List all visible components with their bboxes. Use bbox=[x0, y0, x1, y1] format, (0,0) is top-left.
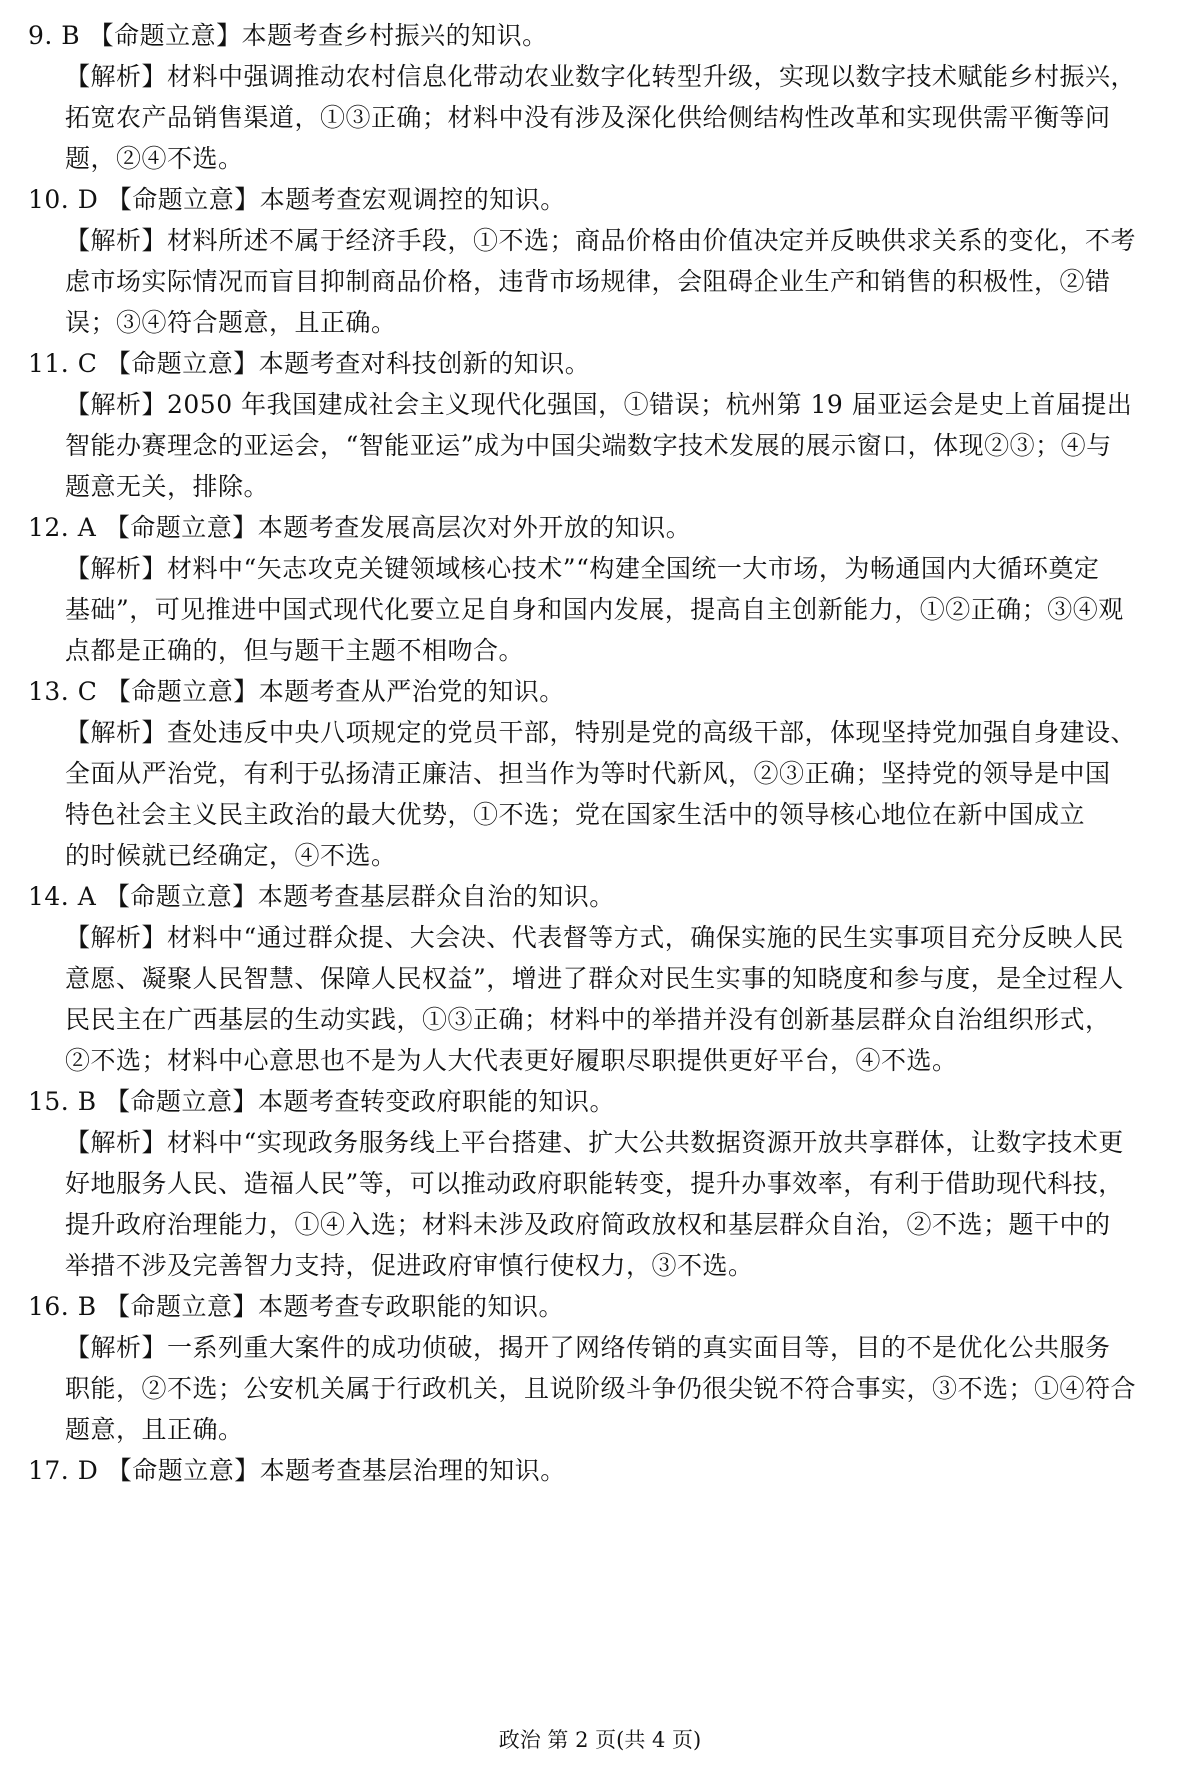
question-14-analysis-line: ②不选；材料中心意思也不是为人大代表更好履职尽职提供更好平台，④不选。 bbox=[65, 1046, 958, 1075]
question-15-analysis-line: 举措不涉及完善智力支持，促进政府审慎行使权力，③不选。 bbox=[65, 1251, 754, 1280]
question-12-analysis-line: 点都是正确的，但与题干主题不相吻合。 bbox=[65, 636, 525, 665]
question-13-analysis-line: 全面从严治党，有利于弘扬清正廉洁、担当作为等时代新风，②③正确；坚持党的领导是中国 bbox=[65, 759, 1111, 788]
question-14-analysis-line: 【解析】材料中“通过群众提、大会决、代表督等方式，确保实施的民生实事项目充分反映人民 bbox=[65, 923, 1124, 952]
question-9-analysis-line: 【解析】材料中强调推动农村信息化带动农业数字化转型升级，实现以数字技术赋能乡村振兴， bbox=[65, 62, 1137, 91]
question-11-analysis-line: 智能办赛理念的亚运会，“智能亚运”成为中国尖端数字技术发展的展示窗口，体现②③；④与 bbox=[65, 431, 1112, 460]
question-16-header: 16. B 【命题立意】本题考查专政职能的知识。 bbox=[28, 1292, 565, 1321]
question-13-analysis-line: 的时候就已经确定，④不选。 bbox=[65, 841, 397, 870]
question-14-analysis-line: 意愿、凝聚人民智慧、保障人民权益”，增进了群众对民生实事的知晓度和参与度，是全过程人 bbox=[65, 964, 1124, 993]
question-11-analysis-line: 题意无关，排除。 bbox=[65, 472, 270, 501]
question-10-analysis-line: 虑市场实际情况而盲目抑制商品价格，违背市场规律，会阻碍企业生产和销售的积极性，②错 bbox=[65, 267, 1111, 296]
question-15-analysis-line: 提升政府治理能力，①④入选；材料未涉及政府简政放权和基层群众自治，②不选；题干中的 bbox=[65, 1210, 1111, 1239]
question-16-analysis-line: 题意，且正确。 bbox=[65, 1415, 244, 1444]
question-14-header: 14. A 【命题立意】本题考查基层群众自治的知识。 bbox=[28, 882, 615, 911]
question-15-header: 15. B 【命题立意】本题考查转变政府职能的知识。 bbox=[28, 1087, 616, 1116]
question-15-analysis-line: 好地服务人民、造福人民”等，可以推动政府职能转变，提升办事效率，有利于借助现代科技， bbox=[65, 1169, 1124, 1198]
page-footer: 政治 第 2 页(共 4 页) bbox=[498, 1728, 702, 1752]
question-11-analysis-line: 【解析】2050 年我国建成社会主义现代化强国，①错误；杭州第 19 届亚运会是史上首届提出 bbox=[65, 390, 1133, 419]
question-17-header: 17. D 【命题立意】本题考查基层治理的知识。 bbox=[28, 1456, 566, 1485]
question-16-analysis-line: 【解析】一系列重大案件的成功侦破，揭开了网络传销的真实面目等，目的不是优化公共服务 bbox=[65, 1333, 1111, 1362]
question-13-analysis-line: 特色社会主义民主政治的最大优势，①不选；党在国家生活中的领导核心地位在新中国成立 bbox=[65, 800, 1086, 829]
question-11-header: 11. C 【命题立意】本题考查对科技创新的知识。 bbox=[28, 349, 591, 378]
question-10-analysis-line: 误；③④符合题意，且正确。 bbox=[65, 308, 397, 337]
question-13-header: 13. C 【命题立意】本题考查从严治党的知识。 bbox=[28, 677, 565, 706]
question-16-analysis-line: 职能，②不选；公安机关属于行政机关，且说阶级斗争仍很尖锐不符合事实，③不选；①④符合 bbox=[65, 1374, 1137, 1403]
question-9-header: 9. B 【命题立意】本题考查乡村振兴的知识。 bbox=[28, 21, 548, 50]
question-13-analysis-line: 【解析】查处违反中央八项规定的党员干部，特别是党的高级干部，体现坚持党加强自身建设、 bbox=[65, 718, 1137, 747]
question-15-analysis-line: 【解析】材料中“实现政务服务线上平台搭建、扩大公共数据资源开放共享群体，让数字技术更 bbox=[65, 1128, 1124, 1157]
question-9-analysis-line: 题，②④不选。 bbox=[65, 144, 244, 173]
question-10-header: 10. D 【命题立意】本题考查宏观调控的知识。 bbox=[28, 185, 566, 214]
question-12-analysis-line: 基础”，可见推进中国式现代化要立足自身和国内发展，提高自主创新能力，①②正确；③④观 bbox=[65, 595, 1124, 624]
question-9-analysis-line: 拓宽农产品销售渠道，①③正确；材料中没有涉及深化供给侧结构性改革和实现供需平衡等问 bbox=[65, 103, 1111, 132]
question-12-analysis-line: 【解析】材料中“矢志攻克关键领域核心技术”“构建全国统一大市场，为畅通国内大循环奠定 bbox=[65, 554, 1100, 583]
question-10-analysis-line: 【解析】材料所述不属于经济手段，①不选；商品价格由价值决定并反映供求关系的变化，不考 bbox=[65, 226, 1137, 255]
question-12-header: 12. A 【命题立意】本题考查发展高层次对外开放的知识。 bbox=[28, 513, 692, 542]
question-14-analysis-line: 民民主在广西基层的生动实践，①③正确；材料中的举措并没有创新基层群众自治组织形式， bbox=[65, 1005, 1111, 1034]
